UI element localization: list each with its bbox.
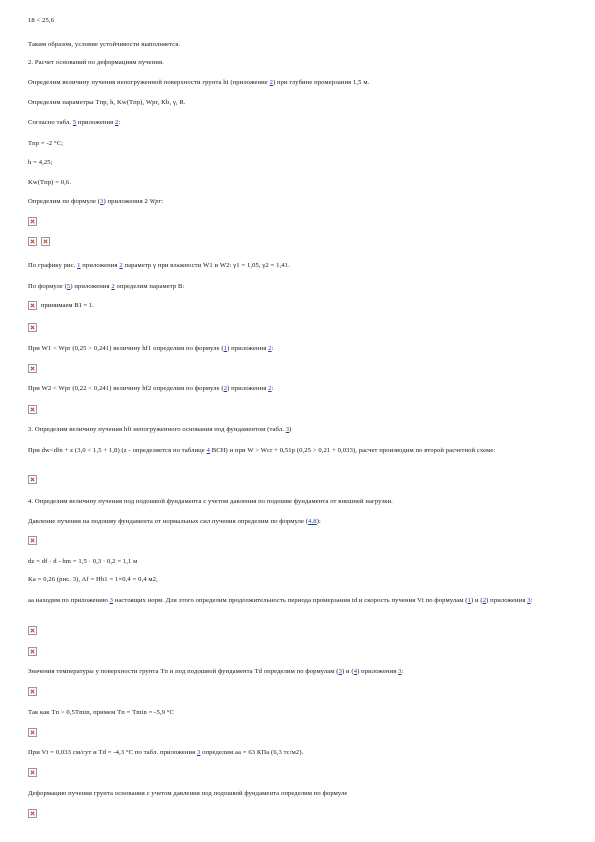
formula-link[interactable]: 3	[100, 198, 104, 205]
text-line	[28, 517, 568, 527]
appendix-link[interactable]: 2	[111, 283, 115, 290]
text: Wpr	[149, 198, 162, 205]
broken-image-icon	[28, 536, 37, 545]
text-line: Tпр = -2 °С;	[28, 140, 64, 147]
formula-link[interactable]: 4.8	[308, 518, 317, 525]
formula-link[interactable]: 2	[223, 385, 228, 392]
text: ) приложения	[227, 385, 269, 392]
text: 3. Определим величину пучения hfi непогруженного основания под фундаментом (табл.	[28, 426, 286, 433]
formula-link[interactable]: 4	[353, 668, 358, 675]
text: Согласно табл.	[28, 119, 73, 126]
formula-link[interactable]: 3	[338, 668, 342, 675]
text-line: Определим параметры Tпр, h, Kw(Tпр), Wpr, Kb, γ, R.	[28, 99, 186, 106]
broken-image-icon	[28, 728, 37, 737]
text: :	[161, 198, 164, 205]
appendix-link[interactable]: 3	[398, 668, 402, 675]
broken-image-icon	[28, 809, 37, 818]
broken-image-icon	[28, 768, 37, 777]
appendix-link[interactable]: 2	[268, 385, 272, 392]
text: :	[401, 668, 404, 675]
text: ) приложения 2	[103, 198, 150, 205]
formula-image-row	[28, 625, 37, 636]
broken-image-icon	[28, 364, 37, 373]
text: aa находим по приложению	[28, 597, 110, 604]
formula-image-row	[28, 236, 50, 247]
table-link[interactable]: 3	[285, 426, 290, 433]
text: ) при глубине промерзания 1,5 м.	[272, 79, 370, 86]
formula-image-row	[28, 322, 37, 333]
appendix-link[interactable]: 2	[269, 79, 273, 86]
text: ) приложения	[227, 345, 269, 352]
text: Определим по формуле (	[28, 198, 101, 205]
formula-image-row	[28, 646, 37, 657]
appendix-link[interactable]: 3	[527, 597, 531, 604]
text: ВСН) и при W > Wcr + 0,51p (0,25 > 0,21 + 0,033), расчет производим по второй расчетной схеме:	[209, 447, 496, 454]
text-line	[28, 384, 568, 394]
broken-image-icon	[28, 323, 37, 332]
text: принимаем B1 = 1.	[41, 302, 94, 309]
formula-image-row	[28, 300, 94, 311]
broken-image-icon	[28, 626, 37, 635]
text: При W2 < Wpr (0,22 < 0,241) величину hf2 определим по формуле (	[28, 385, 224, 392]
text-line	[28, 197, 568, 207]
text-paragraph	[28, 446, 568, 456]
formula-image-row	[28, 474, 37, 485]
broken-image-icon	[28, 687, 37, 696]
text-line	[28, 118, 568, 128]
formula-image-row	[28, 363, 37, 374]
text: При dw<dfn + z (3,0 < 1,5 + 1,8) (z - определяется по таблице	[28, 447, 207, 454]
appendix-link[interactable]: 3	[196, 749, 201, 756]
broken-image-icon	[28, 237, 37, 246]
table-link[interactable]: 5	[72, 119, 77, 126]
text-line	[28, 748, 568, 758]
formula-link[interactable]: 1	[467, 597, 472, 604]
text: приложения	[80, 262, 120, 269]
text: :	[118, 119, 121, 126]
formula-image-row	[28, 686, 37, 697]
formula-link[interactable]: 5	[66, 283, 71, 290]
broken-image-icon	[28, 301, 37, 310]
text: ):	[316, 518, 321, 525]
text-line: Kw(Tпр) = 0,6.	[28, 179, 72, 186]
text-line: 18 < 25,6	[28, 17, 55, 24]
broken-image-icon	[28, 217, 37, 226]
text: определим aa = 63 КПа (6,3 тс/м2).	[200, 749, 304, 756]
formula-image-row	[28, 404, 37, 415]
text: настоящих норм. Для этого определим продолжительность периода промерзания td и скорость пучения Vt по формулам (	[113, 597, 468, 604]
formula-image-row	[28, 216, 37, 227]
text-line: Так как Tп > 0,5Tmin, примем Tп = Tmin = -5,9 °С	[28, 709, 174, 716]
text: По графику рис.	[28, 262, 78, 269]
formula-link[interactable]: 1	[223, 345, 228, 352]
text-line: Деформацию пучения грунта основания с учетом давления под подошвой фундамента определим по формуле	[28, 790, 348, 797]
text-line: Ka = 0,26 (рис. 3), Af = Hb1 = 1×0,4 = 0,4 м2,	[28, 576, 158, 583]
text: ) и (	[341, 668, 354, 675]
text: ) приложения	[486, 597, 528, 604]
text-line: h = 4,25;	[28, 159, 53, 166]
broken-image-icon	[41, 237, 50, 246]
text: ) приложения	[70, 283, 112, 290]
appendix-link[interactable]: 3	[109, 597, 113, 604]
text-line	[28, 282, 568, 292]
section-heading	[28, 425, 568, 435]
text: :	[271, 345, 274, 352]
figure-link[interactable]: 1	[77, 262, 81, 269]
formula-image-row	[28, 767, 37, 778]
text: параметр γ при влажности W1 и W2: γ1 = 1,05, γ2 = 1,41.	[122, 262, 290, 269]
text-line	[28, 344, 568, 354]
text: При W1 < Wpr (0,25 > 0,241) величину hf1 определим по формуле (	[28, 345, 224, 352]
formula-link[interactable]: 2	[482, 597, 487, 604]
table-link[interactable]: 4	[206, 447, 210, 454]
broken-image-icon	[28, 475, 37, 484]
text: :	[530, 597, 533, 604]
section-heading: 4. Определим величину пучения под подошвой фундамента с учетом давления по подошве фундамента от внешней нагрузки.	[28, 498, 393, 505]
appendix-link[interactable]: 2	[268, 345, 272, 352]
broken-image-icon	[28, 647, 37, 656]
text: По формуле (	[28, 283, 67, 290]
text: Определим величину пучения непогруженной поверхности грунта hi (приложение	[28, 79, 270, 86]
section-heading: 2. Расчет оснований по деформациям пучения.	[28, 59, 164, 66]
text: Значения температуры у поверхности грунта Tп и под подошвой фундамента Td определим по формулам (	[28, 668, 339, 675]
appendix-link[interactable]: 2	[119, 262, 123, 269]
text: ) приложения	[357, 668, 399, 675]
text: При Vt = 0,033 см/сут и Td = -4,3 °С по табл. приложения	[28, 749, 197, 756]
appendix-link[interactable]: 2	[115, 119, 119, 126]
text: Давление пучения на подошву фундамента от нормальных сил пучения определим по формуле (	[28, 518, 309, 525]
text: определим параметр B:	[114, 283, 185, 290]
text: )	[289, 426, 292, 433]
text: :	[271, 385, 274, 392]
text-paragraph	[28, 596, 568, 606]
text-line: Таким образом, условие устойчивости выполняется.	[28, 41, 181, 48]
formula-image-row	[28, 808, 37, 819]
text-line: dz = df · d - hm = 1,5 · 0,3 · 0,2 = 1,1 м	[28, 558, 138, 565]
text: приложения	[76, 119, 116, 126]
text-line	[28, 667, 568, 677]
formula-image-row	[28, 727, 37, 738]
text: ) и (	[471, 597, 483, 604]
broken-image-icon	[28, 405, 37, 414]
formula-image-row	[28, 535, 37, 546]
text-line	[28, 261, 568, 271]
text-line	[28, 78, 568, 88]
